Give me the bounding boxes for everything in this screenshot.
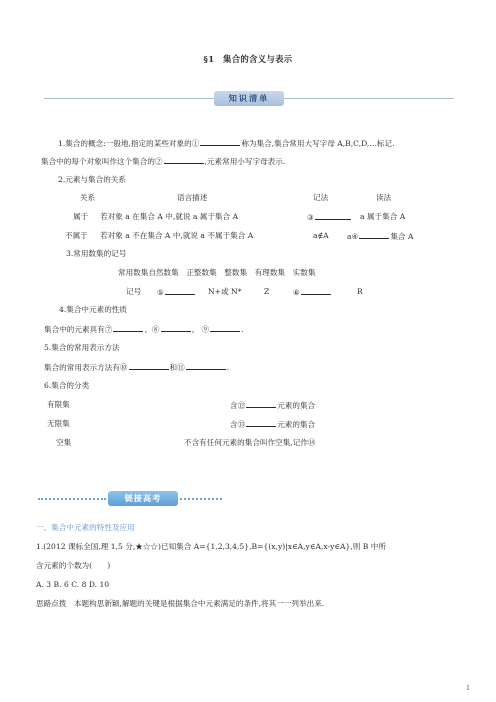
- concept-line-1: [58, 138, 395, 148]
- col-notation: 记法: [313, 193, 329, 202]
- blank-10: [129, 362, 169, 370]
- link-dots-left: [38, 498, 106, 500]
- blank-1: [200, 138, 240, 146]
- property-line: [44, 324, 244, 334]
- knowledge-banner: 知识清单: [214, 91, 284, 106]
- row2-reading-b: 集合 A: [390, 232, 414, 241]
- row2-relation: 不属于: [65, 231, 88, 240]
- finite-set-b: 元素的集合: [277, 401, 316, 410]
- row2-reading-a: a④: [347, 232, 359, 241]
- concept-text-c: 集合中的每个对象叫作这个集合的②: [41, 157, 163, 166]
- finite-set-a: 含⑫: [230, 401, 246, 410]
- representation-text: 集合的常用表示方法有⑩: [44, 363, 128, 372]
- question-hint: 思路点拨 本题构思新颖,解题的关键是根据集合中元素满足的条件,将其一一列举出来.: [36, 599, 325, 608]
- infinite-set-name: 无限集: [47, 419, 70, 428]
- property-heading: 4.集合中元素的性质: [59, 305, 127, 314]
- row1-description: 若对象 a 在集合 A 中,就说 a 属于集合 A: [100, 212, 239, 221]
- concept-text-a: 1.集合的概念:一般地,指定的某些对象的①: [58, 139, 200, 148]
- infinite-set-desc: [230, 419, 315, 429]
- numberset-rational: [293, 287, 332, 297]
- property-text: 集合中的元素具有⑦: [44, 325, 113, 334]
- blank-7: [113, 324, 143, 332]
- property-sep-2: 、 ⑨: [191, 325, 210, 334]
- blank-11: [186, 362, 226, 370]
- section-heading: 一、集合中元素的特性及应用: [36, 523, 135, 532]
- concept-text-b: 称为集合,集合常用大写字母 A,B,C,D,…标记.: [241, 139, 395, 148]
- blank-12: [246, 400, 276, 408]
- empty-set-desc: 不含有任何元素的集合叫作空集,记作⑭: [184, 438, 316, 447]
- finite-set-desc: [230, 400, 315, 410]
- property-end: .: [241, 325, 244, 334]
- representation-end: .: [226, 363, 230, 372]
- question-line-2: 含元素的个数为( ): [36, 561, 111, 570]
- blank-5: [165, 287, 195, 295]
- col-reading: 读法: [376, 193, 392, 202]
- blank-13: [246, 419, 276, 427]
- numberset-label: 记号: [126, 287, 142, 296]
- col-relation: 关系: [80, 193, 96, 202]
- classification-heading: 6.集合的分类: [44, 381, 90, 390]
- row1-number: ③: [307, 213, 314, 222]
- empty-set-name: 空集: [56, 438, 72, 447]
- numberset-heading: 3.常用数集的记号: [66, 249, 127, 258]
- blank-2: [164, 156, 204, 164]
- blank-8: [161, 324, 191, 332]
- blank-6: [301, 287, 331, 295]
- blank-3: [315, 212, 351, 220]
- row1-notation: [307, 212, 352, 222]
- row2-description: 若对象 a 不在集合 A 中,就说 a 不属于集合 A: [100, 231, 254, 240]
- question-line-1: 1.(2012 课标全国,理 1,5 分,★☆☆)已知集合 A={1,2,3,4,5},B={(x,y)|x∈A,y∈A,x-y∈A},则 B 中所: [36, 542, 386, 551]
- finite-set-name: 有限集: [47, 400, 70, 409]
- numberset-n5: ⑤: [157, 288, 164, 297]
- infinite-set-b: 元素的集合: [277, 420, 316, 429]
- blank-4: [359, 231, 389, 239]
- infinite-set-a: 含⑬: [230, 420, 246, 429]
- row2-notation: a∉A: [313, 231, 329, 240]
- row2-reading: [347, 231, 413, 241]
- relation-heading: 2.元素与集合的关系: [58, 175, 126, 184]
- page-number: 1: [466, 684, 471, 692]
- numberset-integer: Z: [264, 287, 270, 296]
- representation-mid: 和⑪: [169, 363, 185, 372]
- representation-line: [44, 362, 229, 372]
- property-sep-1: 、⑧: [144, 325, 160, 334]
- page-title: §1 集合的含义与表示: [203, 54, 293, 64]
- numberset-positive: N+或 N*: [208, 287, 242, 296]
- numberset-names: 常用数集自然数集 正整数集 整数集 有理数集 实数集: [118, 268, 316, 277]
- numberset-natural: [157, 287, 196, 297]
- col-description: 语言描述: [177, 193, 208, 202]
- numberset-n6: ⑥: [293, 288, 300, 297]
- link-dots-right: [180, 498, 222, 500]
- representation-heading: 5.集合的常用表示方法: [44, 343, 120, 352]
- blank-9: [210, 324, 240, 332]
- concept-text-d: ,元素常用小写字母表示.: [204, 157, 286, 166]
- link-banner: 链接高考: [108, 491, 178, 506]
- row1-relation: 属于: [73, 212, 89, 221]
- row1-reading: a 属于集合 A: [360, 212, 406, 221]
- question-options: A. 3 B. 6 C. 8 D. 10: [36, 580, 110, 589]
- numberset-real: R: [357, 287, 363, 296]
- concept-line-2: [41, 156, 285, 166]
